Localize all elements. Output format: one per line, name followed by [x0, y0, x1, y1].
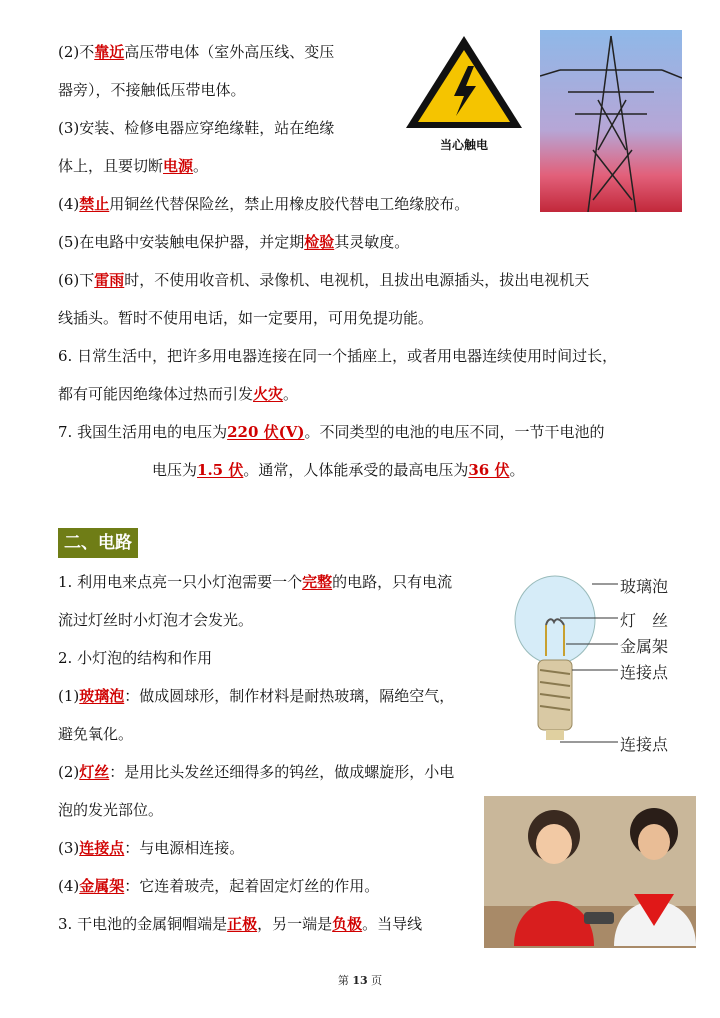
circuit-line-7 [58, 838, 244, 858]
text-post: 用铜丝代替保险丝，禁止用橡皮胶代替电工绝缘胶布。 [109, 195, 470, 213]
keyword: 1.5 伏 [197, 461, 244, 479]
text-pre: 2. 小灯泡的结构和作用 [58, 649, 213, 667]
keyword: 靠近 [94, 43, 125, 61]
circuit-line-4 [58, 724, 133, 744]
text-pre: 6. 日常生活中，把许多用电器连接在同一个插座上，或者用电器连续使用时间过长， [58, 347, 618, 365]
bulb-label-filament: 灯 丝 [620, 611, 669, 630]
top-line-9 [58, 384, 298, 404]
circuit-line-2 [58, 648, 212, 668]
warning-sign [400, 30, 528, 158]
footer-post: 页 [371, 974, 383, 987]
top-line-4 [58, 194, 469, 214]
text-pre: 电压为 [152, 461, 198, 479]
power-tower-photo [540, 30, 682, 212]
bulb-label-glass: 玻璃泡 [620, 577, 669, 596]
text-post: ：做成圆球形，制作材料是耐热玻璃，隔绝空气， [124, 687, 455, 705]
text-pre: 体上，且要切断 [58, 157, 164, 175]
text-post: ，另一端是 [257, 915, 333, 933]
circuit-line-5 [58, 762, 454, 782]
text-pre: (3)安装、检修电器应穿绝缘鞋，站在绝缘 [58, 119, 335, 137]
text-pre: 避免氧化。 [58, 725, 134, 743]
text-pre: (4) [58, 195, 80, 213]
top-line-1 [58, 80, 246, 100]
text-pre: (2) [58, 763, 80, 781]
keyword: 玻璃泡 [79, 687, 125, 705]
footer-pre: 第 [337, 974, 349, 987]
circuit-line-9 [58, 914, 422, 934]
keyword: 负极 [332, 915, 363, 933]
voltage-line-2 [152, 460, 524, 480]
text-post: 其灵敏度。 [334, 233, 410, 251]
circuit-line-8 [58, 876, 379, 896]
circuit-line-6 [58, 800, 163, 820]
keyword: 禁止 [79, 195, 110, 213]
top-line-6 [58, 270, 589, 290]
circuit-line-0 [58, 572, 452, 592]
text-post: ：与电源相连接。 [124, 839, 245, 857]
keyword: 连接点 [79, 839, 125, 857]
children-photo [484, 796, 696, 948]
voltage-line-1 [58, 422, 604, 442]
bulb-label-contact-bottom: 连接点 [620, 735, 669, 754]
text-post: 。 [283, 385, 299, 403]
keyword: 灯丝 [79, 763, 110, 781]
top-line-0 [58, 42, 334, 62]
text-pre: (2)不 [58, 43, 95, 61]
text-post: ：它连着玻壳，起着固定灯丝的作用。 [124, 877, 380, 895]
text-post: 时，不使用收音机、录像机、电视机，且拔出电源插头，拔出电视机天 [124, 271, 590, 289]
text-pre: (6)下 [58, 271, 95, 289]
text-pre: 都有可能因绝缘体过热而引发 [58, 385, 254, 403]
keyword: 雷雨 [94, 271, 125, 289]
text-pre: (1) [58, 687, 80, 705]
bulb-label-frame: 金属架 [620, 637, 669, 656]
text-pre: (3) [58, 839, 80, 857]
text-post: 。当导线 [362, 915, 423, 933]
text-post: 的电路，只有电流 [332, 573, 453, 591]
text-post: 。 [193, 157, 209, 175]
keyword: 完整 [302, 573, 333, 591]
text-post: 。不同类型的电池的电压不同，一节干电池的 [304, 423, 605, 441]
keyword: 电源 [163, 157, 194, 175]
keyword: 220 伏(V) [227, 423, 305, 441]
top-line-2 [58, 118, 334, 138]
page-number: 13 [352, 974, 368, 987]
text-pre: (5)在电路中安装触电保护器，并定期 [58, 233, 305, 251]
text-post: 。 [509, 461, 525, 479]
text-pre: 线插头。暂时不使用电话，如一定要用，可用免提功能。 [58, 309, 434, 327]
top-line-8 [58, 346, 617, 366]
text-pre: 1. 利用电来点亮一只小灯泡需要一个 [58, 573, 303, 591]
text-pre: 泡的发光部位。 [58, 801, 164, 819]
text-pre: 7. 我国生活用电的电压为 [58, 423, 228, 441]
text-pre: 3. 干电池的金属铜帽端是 [58, 915, 228, 933]
keyword: 36 伏 [468, 461, 510, 479]
section-heading: 二、电路 [58, 528, 138, 558]
text-pre: 器旁），不接触低压带电体。 [58, 81, 246, 99]
circuit-line-1 [58, 610, 253, 630]
text-pre: (4) [58, 877, 80, 895]
top-line-3 [58, 156, 208, 176]
top-line-5 [58, 232, 409, 252]
keyword: 检验 [304, 233, 335, 251]
text-post: 高压带电体（室外高压线、变压 [124, 43, 335, 61]
text-pre: 流过灯丝时小灯泡才会发光。 [58, 611, 254, 629]
warning-sign-label: 当心触电 [439, 138, 488, 152]
circuit-line-3 [58, 686, 454, 706]
keyword: 火灾 [253, 385, 284, 403]
page-footer [0, 972, 720, 988]
bulb-label-contact: 连接点 [620, 663, 669, 682]
top-line-7 [58, 308, 433, 328]
text-mid: 。通常，人体能承受的最高电压为 [243, 461, 469, 479]
light-bulb-diagram [510, 560, 690, 760]
keyword: 金属架 [79, 877, 125, 895]
text-post: ：是用比头发丝还细得多的钨丝，做成螺旋形，小电 [109, 763, 455, 781]
keyword: 正极 [227, 915, 258, 933]
